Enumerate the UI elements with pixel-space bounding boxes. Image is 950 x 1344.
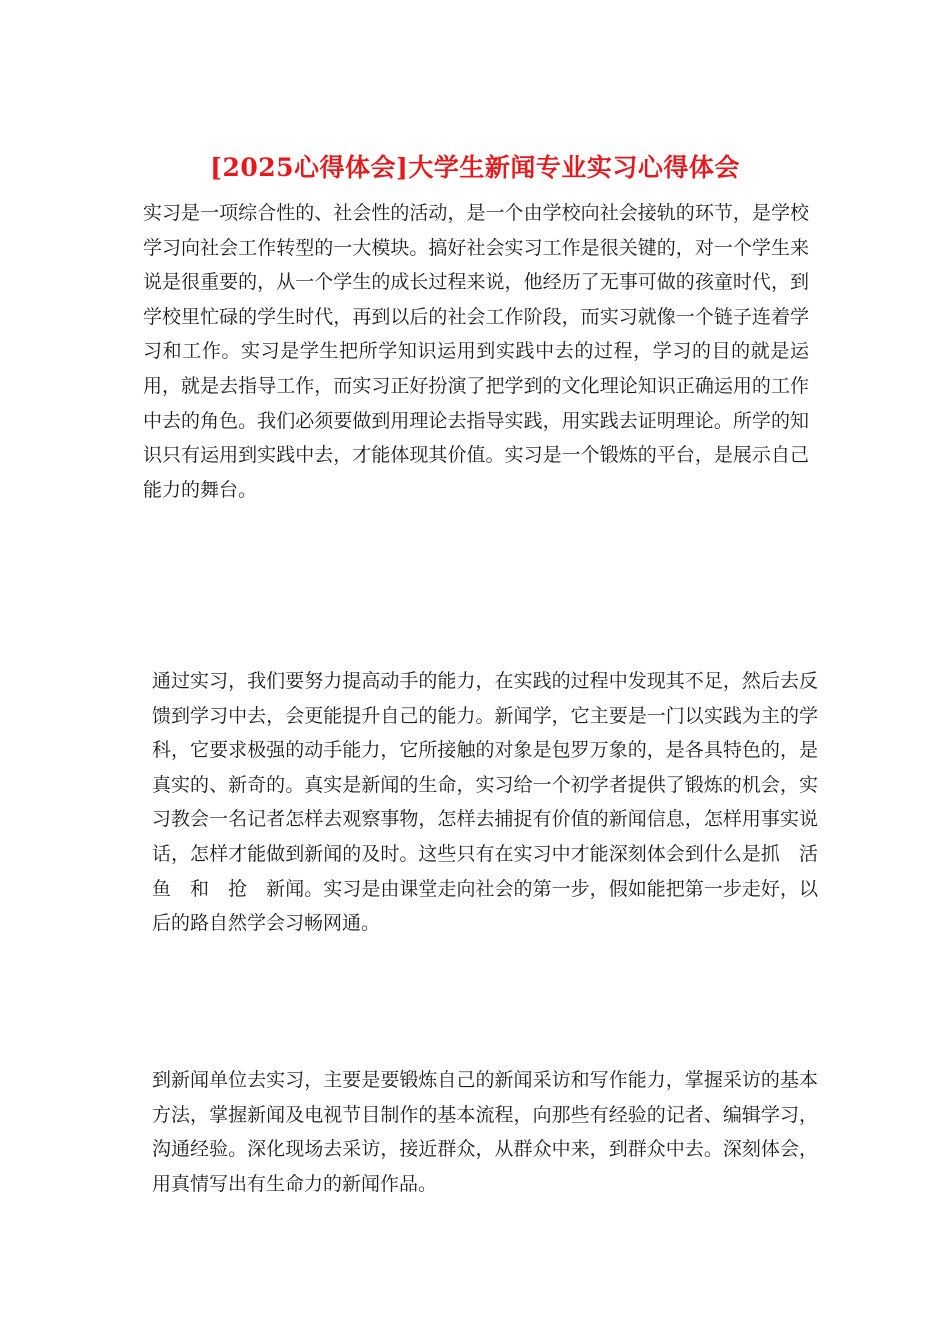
paragraph-1: 实习是一项综合性的、社会性的活动，是一个由学校向社会接轨的环节，是学校学习向社会工作转型的一大模块。搞好社会实习工作是很关键的，对一个学生来说是很重要的，从一个学生的成长过程来说，他经历了无事可做的孩童时代，到学校里忙碌的学生时代，再到以后的社会工作阶段，而实习就像一个链子连着学习和工作。实习是学生把所学知识运用到实践中去的过程，学习的目的就是运用，就是去指导工作，而实习正好扮演了把学到的文化理论知识正确运用的工作中去的角色。我们必须要做到用理论去指导实践，用实践去证明理论。所学的知识只有运用到实践中去，才能体现其价值。实习是一个锻炼的平台，是展示自己能力的舞台。 xyxy=(143,202,809,501)
document-title: [2025心得体会]大学生新闻专业实习心得体会 xyxy=(210,153,740,182)
paragraph-3: 到新闻单位去实习，主要是要锻炼自己的新闻采访和写作能力，掌握采访的基本方法，掌握新闻及电视节目制作的基本流程，向那些有经验的记者、编辑学习，沟通经验。深化现场去采访，接近群众，从群众中来，到群众中去。深刻体会，用真情写出有生命力的新闻作品。 xyxy=(152,1069,818,1195)
paragraph-2: 通过实习，我们要努力提高动手的能力，在实践的过程中发现其不足，然后去反馈到学习中去，会更能提升自己的能力。新闻学，它主要是一门以实践为主的学科，它要求极强的动手能力，它所接触的对象是包罗万象的，是各具特色的，是真实的、新奇的。真实是新闻的生命，实习给一个初学者提供了锻炼的机会，实习教会一名记者怎样去观察事物，怎样去捕捉有价值的新闻信息，怎样用事实说话，怎样才能做到新闻的及时。这些只有在实习中才能深刻体会到什么是抓 活鱼 和 抢 新闻。实习是由课堂走向社会的第一步，假如能把第一步走好，以后的路自然学会习畅网通。 xyxy=(152,670,818,935)
